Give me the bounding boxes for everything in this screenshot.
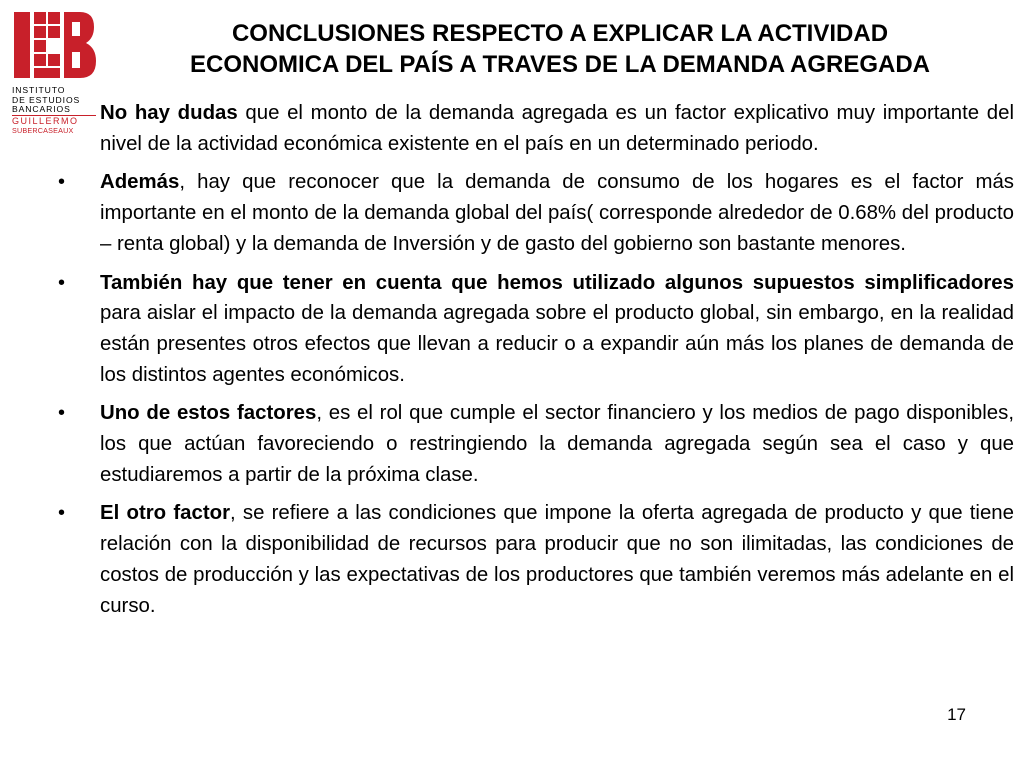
- bullet-item: [58, 268, 1014, 391]
- bullet-text: , es el rol que cumple el sector financiero y los medios de pago disponibles, los que actúan favoreciendo o restringiendo la demanda agregada según sea el caso y que estudiaremos a partir de la próxima clase.: [100, 402, 1014, 486]
- ieb-logo-mark-icon: [12, 10, 98, 82]
- slide-title: [100, 18, 1020, 80]
- bullet-text: , se refiere a las condiciones que impone la oferta agregada de producto y que tiene relación con la disponibilidad de recursos para producir que no son ilimitadas, las condiciones de costos de producción y las expectativas de los productores que también veremos más adelante en el curso.: [100, 502, 1014, 617]
- logo-line-4: GUILLERMO: [12, 115, 79, 126]
- bullet-item: [100, 98, 1014, 159]
- logo-line-3: BANCARIOS: [12, 104, 71, 115]
- bullet-lead: El otro factor: [100, 502, 230, 525]
- bullet-item: [58, 498, 1014, 621]
- institute-logo: [12, 10, 98, 142]
- bullet-marker: •: [58, 271, 66, 294]
- bullet-lead: No hay dudas: [100, 102, 238, 124]
- slide-title-line-1: CONCLUSIONES RESPECTO A EXPLICAR LA ACTIVIDAD: [231, 20, 889, 47]
- logo-line-5: SUBERCASEAUX: [12, 126, 74, 136]
- bullet-text: para aislar el impacto de la demanda agregada sobre el producto global, sin embargo, en la realidad están presentes otros efectos que llevan a reducir o a expandir aún más los planes de demanda de los distintos agentes económicos.: [100, 302, 1014, 386]
- bullet-text: , hay que reconocer que la demanda de consumo de los hogares es el factor más importante en el monto de la demanda global del país( corresponde alrededor de 0.68% del producto – renta global) y la demanda de Inversión y de gasto del gobierno son bastante menores.: [100, 171, 1014, 255]
- bullet-marker: •: [58, 171, 66, 194]
- bullet-marker: •: [58, 402, 66, 425]
- bullet-lead: Además: [100, 171, 180, 194]
- bullet-text: que el monto de la demanda agregada es un factor explicativo muy importante del nivel de la actividad económica existente en el país en un determinado periodo.: [100, 102, 1014, 155]
- bullet-list: [58, 98, 1014, 629]
- logo-line-2: DE ESTUDIOS: [12, 94, 81, 105]
- slide-title-line-2: ECONOMICA DEL PAÍS A TRAVES DE LA DEMANDA AGREGADA: [189, 51, 931, 78]
- bullet-item: [58, 398, 1014, 490]
- bullet-lead: También hay que tener en cuenta que hemos utilizado algunos supuestos simplificadores: [100, 271, 1014, 294]
- bullet-item: [58, 167, 1014, 259]
- bullet-marker: •: [58, 502, 66, 525]
- page-number: 17: [947, 705, 966, 724]
- bullet-lead: Uno de estos factores: [100, 402, 317, 425]
- logo-line-1: INSTITUTO: [12, 85, 66, 95]
